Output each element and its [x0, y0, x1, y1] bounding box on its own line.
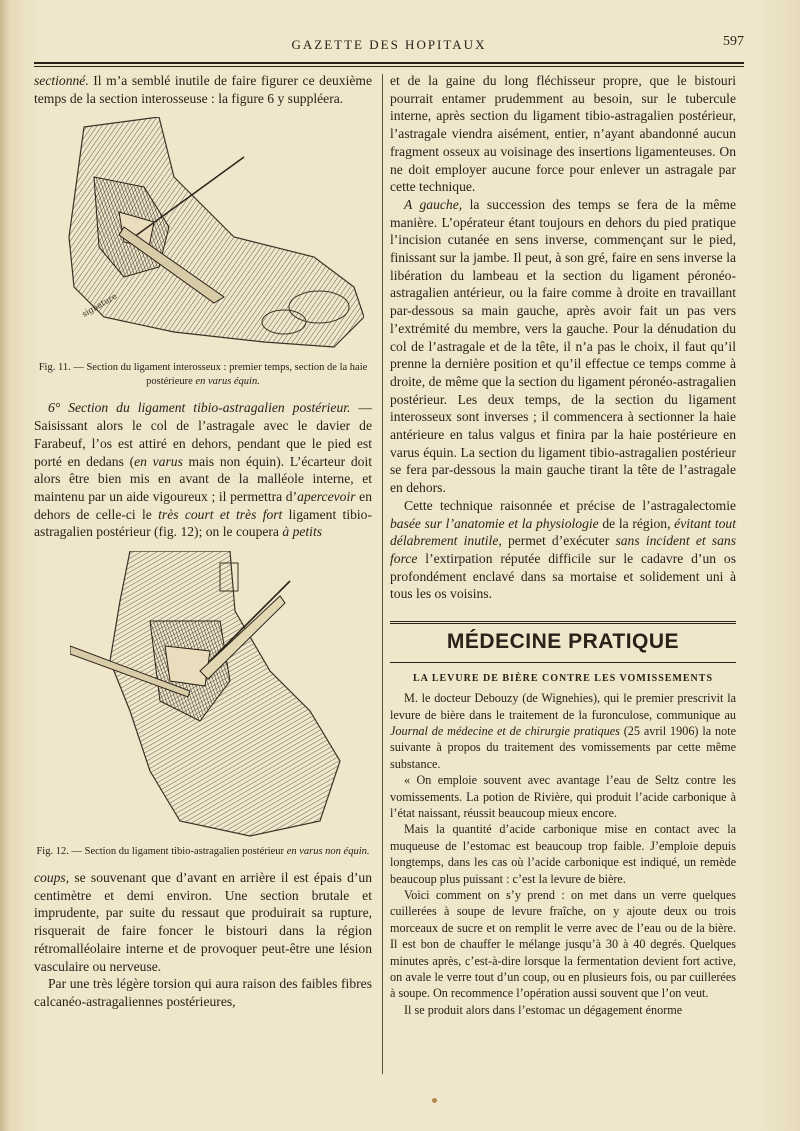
paragraph-a-gauche: A gauche, la succession des temps se fera de la même manière. L’opérateur étant toujours en dehors du pied pratique l’incision cutanée en sens inverse, commençant sur le pied, finissant sur la jambe. Il peut, à son gré, faire en sens inverse la libération du lambeau et la section du ligament péronéo-astragalien antérieur, ou la faire comme à droite en travaillant par-dessous sa main gauche, après avoir fait un pas vers l’extrémité du membre, vers la gauche. Pour la dénudation du col de l’astragale et de la tête, il n’a pas le choix, il faut qu’il prenne la dernière position et qu’il effectue ce temps comme à droite, de même que la section du ligament péronéo-astragalien postérieur. Les deux temps, de la section du ligament interosseux sont inverses ; il commencera à sectionner la haie antérieure en talus valgus et finira par la haie postérieure en varus équin. La section du ligament tibio-astragalien postérieur se fera par-dessous la main gauche tirant la tête de l’astragale en dehors. — [390, 196, 736, 496]
paragraph-gaine: et de la gaine du long fléchisseur propre, que le bistouri pourrait entamer prudemment au besoin, sur le tubercule interne, après section du ligament tibio-astragalien postérieur, l’astragale viendra aisément, entier, n’ayant abandonné aucun fragment osseux au voisinage des insertions ligamenteuses. On ne doit employer aucune force pour enlever un astragale par cette technique. — [390, 73, 736, 195]
header-rule — [34, 62, 744, 64]
section-rule-bottom — [390, 662, 736, 663]
torsion-paragraph: Par une très légère torsion qui aura raison des faibles fibres calcanéo-astragaliennes postérieures, — [34, 976, 372, 1009]
article-paragraph-5: Il se produit alors dans l’estomac un dégagement énorme — [404, 1002, 683, 1017]
page-header — [34, 34, 744, 56]
page-number: 597 — [723, 34, 744, 49]
publication-title: GAZETTE DES HOPITAUX — [291, 37, 487, 52]
figure-11-caption: Fig. 11. — Section du ligament interosseux : premier temps, section de la haie postérieure en varus équin. — [38, 362, 368, 388]
ink-spot — [432, 1098, 437, 1103]
svg-text:signature: signature — [80, 292, 119, 320]
figure-11-illustration — [64, 117, 364, 357]
figure-12-caption: Fig. 12. — Section du ligament tibio-astragalien postérieur en varus non équin. — [36, 846, 370, 858]
figure-12-label: Fig. 12. — [36, 846, 69, 858]
intro-paragraph: sectionné. Il m’a semblé inutile de faire figurer ce deuxième temps de la section interosseuse : la figure 6 y suppléera. — [34, 73, 372, 106]
header-rule-thin — [34, 66, 744, 67]
article-subheading: LA LEVURE DE BIÈRE CONTRE LES VOMISSEMENTS — [412, 673, 714, 685]
figure-12-illustration — [70, 551, 360, 841]
article-paragraph-3: Mais la quantité d’acide carbonique mise en contact avec la muqueuse de l’estomac est beaucoup trop faible. J’emploie depuis longtemps, dans les cas où l’acide carbonique est indiqué, un remède beaucoup plus puissant : c’est la levure de bière. — [390, 822, 736, 886]
right-column — [390, 72, 736, 1018]
paragraph-technique: Cette technique raisonnée et précise de l’astragalectomie basée sur l’anatomie et la physiologie de la région, évitant tout délabrement inutile, permet d’exécuter sans incident et sans force l’extirpation réputée difficile sur le cadavre d’un os profondément enclavé dans sa mortaise et solidement uni à tous les os voisins. — [390, 497, 736, 602]
column-divider — [382, 74, 383, 1074]
article-paragraph-1: M. le docteur Debouzy (de Wignehies), qui le premier prescrivit la levure de bière dans le traitement de la furonculose, communique au Journal de médecine et de chirurgie pratiques (25 avril 1906) la note suivante à propos du traitement des vomissements par cette même substance. — [390, 691, 736, 771]
section-title: MÉDECINE PRATIQUE — [446, 630, 680, 654]
left-column — [34, 72, 372, 1011]
figure-11-label: Fig. 11. — [38, 362, 71, 374]
article-paragraph-4: Voici comment on s’y prend : on met dans un verre quelques cuillerées à soupe de levure fraîche, on y ajoute deux ou trois morceaux de sucre et on remplit le verre avec de l’eau ou de la bière. Il est bon de chauffer le mélange jusqu’à 30 à 40 degrés. Quelques minutes après, c’est-à-dire lorsque la fermentation devient fort active, on avale le verre tout d’un coup, ou en plusieurs fois, ou par cuillerées à soupe. On recommence l’opération aussi souvent que l’on veut. — [390, 887, 736, 1001]
section-6-paragraph: 6° Section du ligament tibio-astragalien postérieur. — Saisissant alors le col de l’astragale avec le davier de Farabeuf, l’os est attiré en dehors, pendant que le pied est porté en dedans (en varus mais non équin). L’écarteur doit alors être bien mis en avant de la malléole interne, et maintenu par un aide vigoureux ; il permettra d’apercevoir en dehors de celle-ci le très court et très fort ligament tibio-astragalien postérieur (fig. 12); on le coupera à petits — [34, 400, 373, 540]
article-paragraph-2: « On emploie souvent avec avantage l’eau de Seltz contre les vomissements. La potion de Rivière, qui produit l’acide carbonique à l’état naissant, réussit beaucoup mieux encore. — [390, 773, 736, 820]
continuation-paragraph: coups, se souvenant que d’avant en arrière il est épais d’un centimètre et demi environ. Une section brutale et imprudente, par suite du ressaut que produirait sa rupture, risquerait de faire foncer le bistouri dans la région rétromalléolaire interne et de provoquer peut-être une lésion vasculaire ou nerveuse. — [34, 870, 372, 974]
